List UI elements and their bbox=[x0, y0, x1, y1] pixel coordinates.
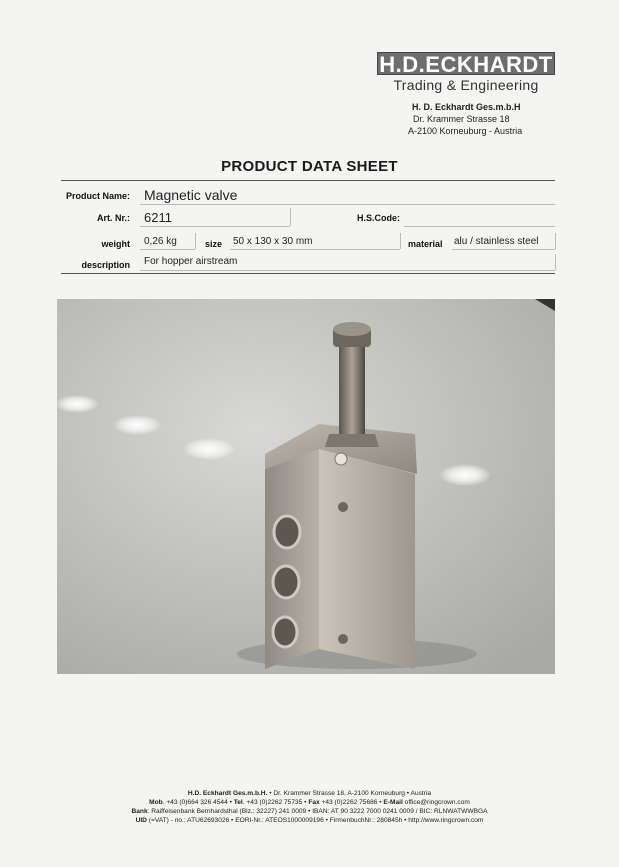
footer-email: office@ringcrown.com bbox=[402, 799, 470, 806]
size-underline bbox=[230, 249, 400, 250]
valve-bolt bbox=[335, 453, 347, 465]
footer-uid-line bbox=[0, 817, 619, 824]
art-nr-value: 6211 bbox=[144, 210, 172, 225]
title-rule bbox=[61, 180, 555, 181]
fields-bottom-rule bbox=[61, 273, 555, 274]
footer-tel: . +43 (0)2262 75735 • bbox=[242, 799, 309, 806]
logo-subtitle: Trading & Engineering bbox=[393, 77, 539, 93]
light-reflection bbox=[113, 415, 161, 435]
footer-company-line bbox=[0, 790, 619, 797]
magnetic-valve-photo bbox=[57, 299, 555, 674]
footer-bank-label: Bank bbox=[131, 808, 148, 815]
company-city: A-2100 Korneuburg - Austria bbox=[408, 126, 523, 136]
hs-code-label: H.S.Code: bbox=[356, 213, 400, 223]
product-name-value: Magnetic valve bbox=[144, 187, 238, 203]
footer-fax-label: Fax bbox=[308, 799, 320, 806]
size-label: size bbox=[205, 239, 223, 249]
valve-screw bbox=[338, 502, 348, 512]
light-reflection bbox=[183, 438, 235, 460]
material-label: material bbox=[408, 239, 443, 249]
weight-value: 0,26 kg bbox=[144, 236, 177, 247]
solenoid-nut bbox=[325, 434, 379, 447]
valve-port bbox=[273, 566, 299, 598]
hs-code-underline bbox=[404, 226, 555, 227]
page-title: PRODUCT DATA SHEET bbox=[221, 158, 398, 175]
company-name: H. D. Eckhardt Ges.m.b.H bbox=[412, 102, 521, 112]
size-value: 50 x 130 x 30 mm bbox=[233, 236, 313, 247]
footer-tel-label: Tel bbox=[233, 799, 243, 806]
footer-company-address: • Dr. Krammer Strasse 18, A-2100 Korneuburg • Austria bbox=[267, 790, 432, 797]
art-nr-separator bbox=[290, 208, 291, 226]
footer-email-label: E-Mail bbox=[383, 799, 403, 806]
size-separator bbox=[400, 233, 401, 249]
footer-contact-line bbox=[0, 799, 619, 806]
weight-label: weight bbox=[101, 239, 130, 249]
company-street: Dr. Krammer Strasse 18 bbox=[413, 114, 510, 124]
footer-uid: (=VAT) - no.: ATU62693026 • EORI-Nr.: ATEOS1000009196 • FirmenbuchNr.: 280845h • http://www.ringcrown.com bbox=[146, 817, 484, 824]
product-name-underline bbox=[140, 204, 555, 205]
solenoid-connector-top bbox=[333, 322, 371, 336]
art-nr-underline bbox=[140, 226, 290, 227]
material-end-separator bbox=[555, 233, 556, 249]
footer-mob: . +43 (0)664 326 4544 • bbox=[162, 799, 234, 806]
footer-bank-line bbox=[0, 808, 619, 815]
description-label: description bbox=[81, 260, 130, 270]
solenoid-stem bbox=[339, 344, 365, 444]
weight-separator bbox=[195, 233, 196, 249]
weight-underline bbox=[140, 249, 195, 250]
description-value: For hopper airstream bbox=[144, 256, 238, 267]
light-reflection bbox=[57, 395, 99, 413]
footer-fax: +43 (0)2262 75686 • bbox=[319, 799, 384, 806]
footer-uid-label: UID bbox=[135, 817, 147, 824]
valve-port bbox=[274, 516, 300, 548]
light-reflection bbox=[439, 464, 491, 486]
art-nr-label: Art. Nr.: bbox=[96, 213, 130, 223]
valve-port bbox=[273, 617, 297, 647]
footer-bank: : Raiffeisenbank Bernhardsthal (Blz.: 32227) 241 0009 • IBAN: AT 90 3222 7000 0241 0009 / BIC: RLNWATWWBGA bbox=[147, 808, 488, 815]
footer-company-name: H.D. Eckhardt Ges.m.b.H. bbox=[187, 790, 268, 797]
valve-screw bbox=[338, 634, 348, 644]
description-end-separator bbox=[555, 254, 556, 270]
description-underline bbox=[140, 270, 555, 271]
company-logo: H.D.ECKHARDT bbox=[377, 52, 555, 75]
material-underline bbox=[452, 249, 555, 250]
material-value: alu / stainless steel bbox=[454, 236, 539, 247]
product-name-label: Product Name: bbox=[65, 191, 130, 201]
valve-front-face bbox=[319, 449, 415, 669]
footer-mob-label: Mob bbox=[149, 799, 163, 806]
